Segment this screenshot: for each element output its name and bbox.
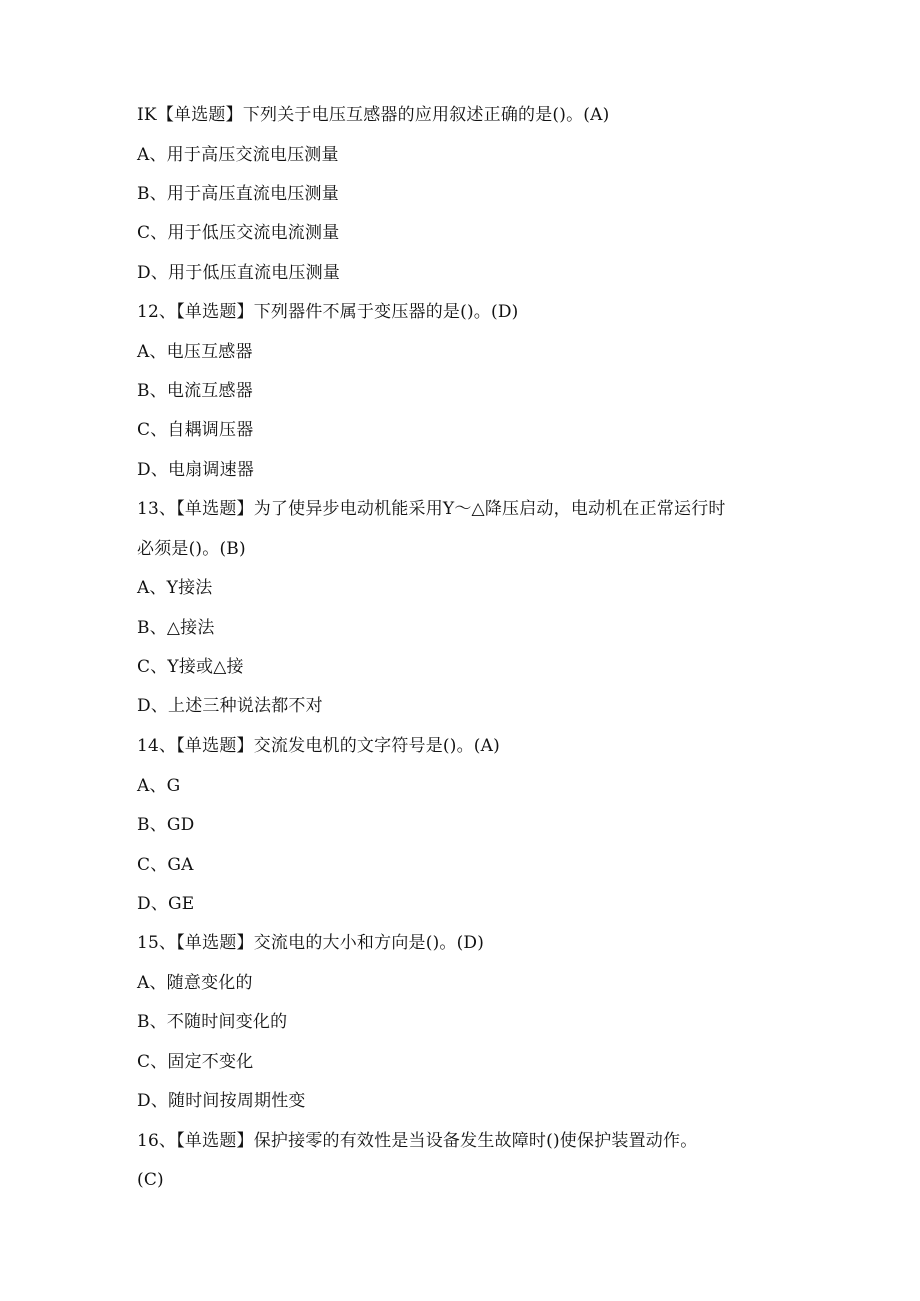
question-15-option-c: C、固定不变化	[137, 1052, 254, 1072]
question-13-option-d: D、上述三种说法都不对	[137, 696, 323, 716]
question-13-option-c: C、Y接或△接	[137, 657, 244, 677]
question-11-stem: IK【单选题】下列关于电压互感器的应用叙述正确的是()。(A)	[137, 105, 610, 125]
question-13-stem-line-1: 13、【单选题】为了使异步电动机能采用Y～△降压启动，电动机在正常运行时	[137, 499, 726, 519]
question-12-option-c: C、自耦调压器	[137, 420, 254, 440]
question-12-option-b: B、电流互感器	[137, 381, 253, 401]
question-14-option-c: C、GA	[137, 855, 194, 875]
question-15-option-a: A、随意变化的	[137, 973, 253, 993]
question-16-stem-line-1: 16、【单选题】保护接零的有效性是当设备发生故障时()使保护装置动作。	[137, 1131, 698, 1151]
question-15-option-d: D、随时间按周期性变	[137, 1091, 306, 1111]
question-15-stem: 15、【单选题】交流电的大小和方向是()。(D)	[137, 933, 485, 953]
question-13-option-b: B、△接法	[137, 618, 215, 638]
question-14-option-a: A、G	[137, 776, 181, 796]
question-14-stem: 14、【单选题】交流发电机的文字符号是()。(A)	[137, 736, 500, 756]
question-11-option-c: C、用于低压交流电流测量	[137, 223, 340, 243]
question-12-option-d: D、电扇调速器	[137, 460, 255, 480]
question-13-option-a: A、Y接法	[137, 578, 213, 598]
question-11-option-b: B、用于高压直流电压测量	[137, 184, 339, 204]
question-15-option-b: B、不随时间变化的	[137, 1012, 288, 1032]
question-12-option-a: A、电压互感器	[137, 342, 253, 362]
question-16-stem-line-2: (C)	[137, 1170, 164, 1190]
question-11-option-a: A、用于高压交流电压测量	[137, 145, 339, 165]
question-14-option-b: B、GD	[137, 815, 195, 835]
question-14-option-d: D、GE	[137, 894, 195, 914]
question-12-stem: 12、【单选题】下列器件不属于变压器的是()。(D)	[137, 302, 519, 322]
question-11-option-d: D、用于低压直流电压测量	[137, 263, 341, 283]
question-13-stem-line-2: 必须是()。(B)	[137, 539, 246, 559]
